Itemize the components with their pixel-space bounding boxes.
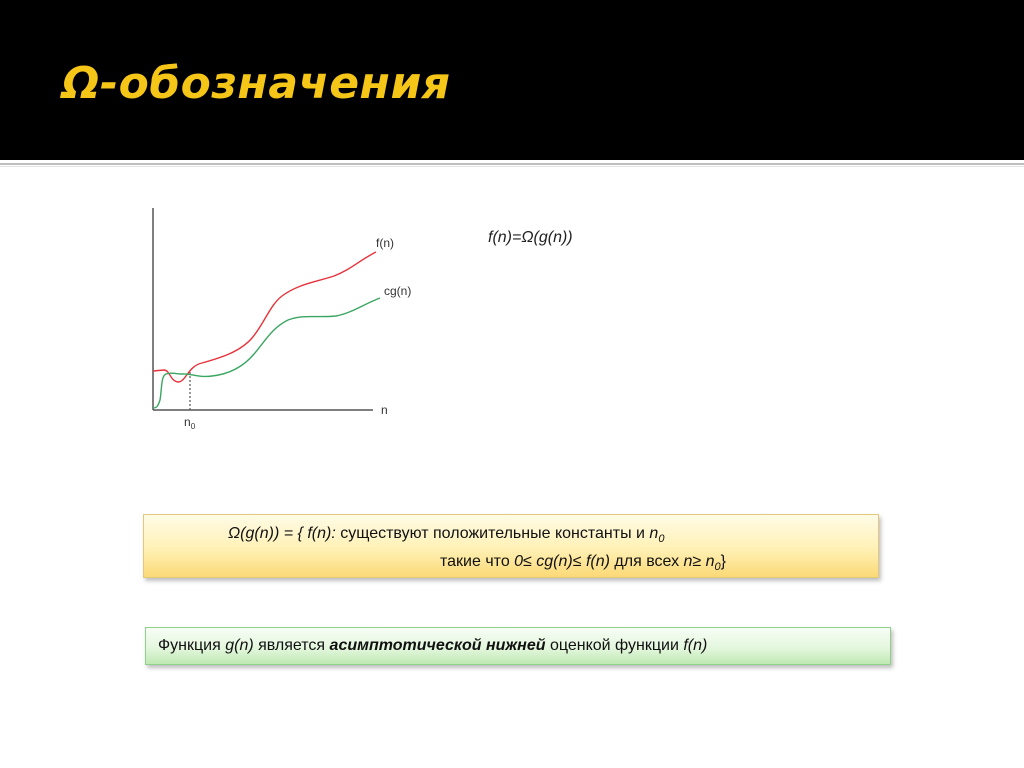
definition-close-brace: } — [720, 553, 727, 570]
definition-inequality: 0≤ cg(n)≤ f(n) — [514, 553, 610, 570]
definition-n-condition-sub: 0 — [714, 561, 721, 574]
title-divider-light — [0, 166, 1024, 167]
definition-n0: n — [649, 525, 659, 542]
note-box — [145, 627, 891, 665]
definition-line-2 — [440, 553, 726, 573]
cg-label: cg(n) — [384, 284, 412, 298]
definition-for-all: для всех — [609, 553, 684, 570]
omega-formula: f(n)=Ω(g(n)) — [488, 229, 573, 246]
definition-n0-sub: 0 — [658, 533, 665, 546]
definition-n-condition: n≥ n — [683, 553, 715, 570]
definition-line-1 — [228, 525, 664, 545]
definition-text: существуют положительные константы и — [335, 525, 650, 542]
note-fn: f(n) — [683, 637, 708, 654]
note-emphasis: асимптотической нижней — [329, 637, 546, 654]
note-text-2: является — [253, 637, 330, 654]
note-line — [158, 637, 707, 655]
definition-omega: Ω(g(n)) = { — [228, 525, 308, 542]
f-label: f(n) — [376, 236, 394, 250]
note-text-3: оценкой функции — [545, 637, 684, 654]
definition-such-that: такие что — [440, 553, 515, 570]
title-divider — [0, 163, 1024, 165]
asymptotic-graph — [140, 200, 430, 440]
n-axis-label: n — [381, 403, 388, 417]
f-curve — [153, 252, 376, 382]
slide-title: Ω-обозначения — [62, 58, 451, 109]
note-gn: g(n) — [225, 637, 254, 654]
definition-box — [143, 514, 879, 578]
n0-label: $n_0$ — [184, 415, 196, 431]
note-text-1: Функция — [158, 637, 226, 654]
definition-fn: f(n): — [307, 525, 336, 542]
cg-curve — [153, 298, 380, 408]
